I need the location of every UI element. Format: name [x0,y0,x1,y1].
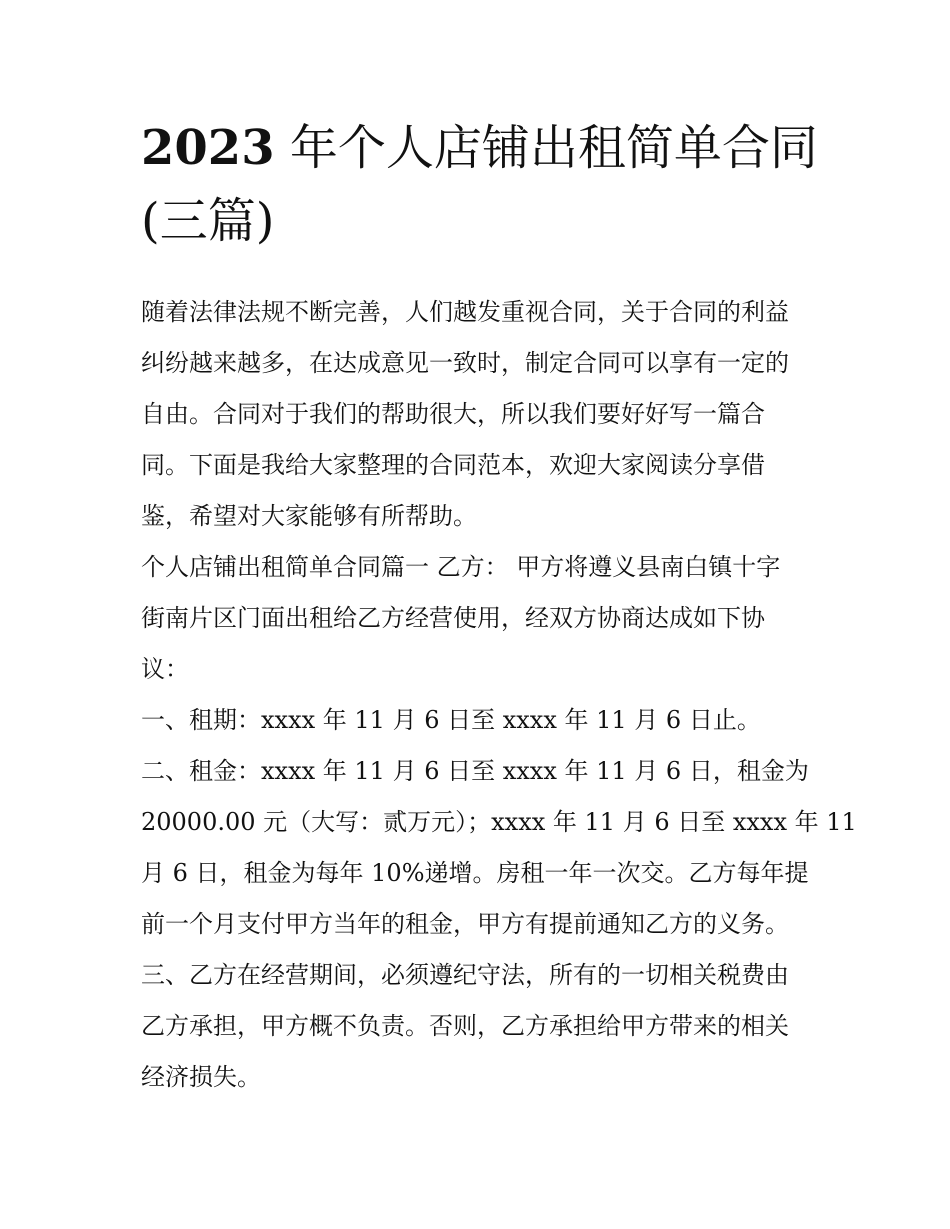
document-content [141,112,857,1103]
body-line: 议： [141,655,189,683]
body-line: 乙方承担，甲方概不负责。否则，乙方承担给甲方带来的相关 [141,1012,789,1040]
body-line: 鉴，希望对大家能够有所帮助。 [141,502,477,530]
document-title [141,112,816,258]
body-line: 个人店铺出租简单合同篇一 乙方： 甲方将遵义县南白镇十字 [141,553,781,581]
body-line: 经济损失。 [141,1063,261,1091]
body-line: 三、乙方在经营期间，必须遵纪守法，所有的一切相关税费由 [141,961,789,989]
title-line-1 [141,112,816,185]
body-line: 同。下面是我给大家整理的合同范本，欢迎大家阅读分享借 [141,451,765,479]
title-year: 2023 [141,120,275,176]
body-line: 月 6 日，租金为每年 10%递增。房租一年一次交。乙方每年提 [141,859,809,887]
title-line-2: (三篇) [141,193,275,249]
body-line: 随着法律法规不断完善，人们越发重视合同，关于合同的利益 [141,298,789,326]
body-line: 街南片区门面出租给乙方经营使用，经双方协商达成如下协 [141,604,765,632]
body-line: 20000.00 元（大写：贰万元）；xxxx 年 11 月 6 日至 xxxx 年 11 [141,808,857,836]
body-line: 一、租期：xxxx 年 11 月 6 日至 xxxx 年 11 月 6 日止。 [141,706,761,734]
title-text: 年个人店铺出租简单合同 [274,120,818,176]
body-line: 纠纷越来越多，在达成意见一致时，制定合同可以享有一定的 [141,349,789,377]
body-line: 前一个月支付甲方当年的租金，甲方有提前通知乙方的义务。 [141,910,789,938]
document-body [141,287,857,1103]
body-line: 二、租金：xxxx 年 11 月 6 日至 xxxx 年 11 月 6 日，租金为 [141,757,809,785]
body-line: 自由。合同对于我们的帮助很大，所以我们要好好写一篇合 [141,400,765,428]
